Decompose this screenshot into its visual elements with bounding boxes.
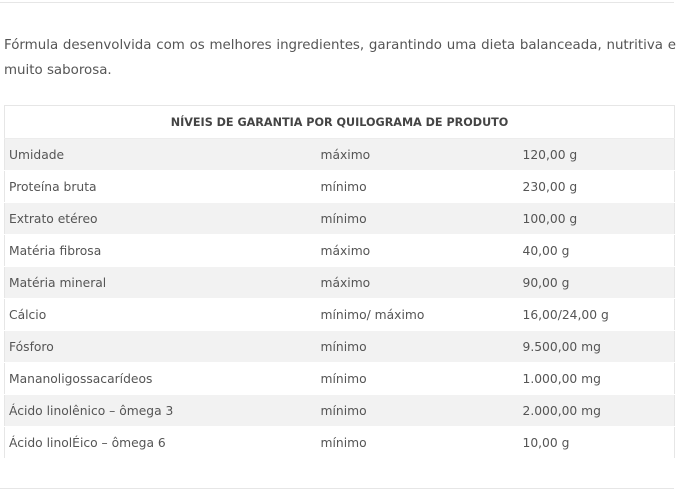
table-row xyxy=(5,427,675,459)
limit-cell: mínimo xyxy=(317,395,519,427)
top-divider xyxy=(0,2,674,3)
nutrient-cell: Ácido linolênico – ômega 3 xyxy=(5,395,317,427)
guarantee-table-container xyxy=(4,105,674,459)
limit-cell: mínimo xyxy=(317,427,519,459)
value-cell: 40,00 g xyxy=(519,235,675,267)
table-header-row xyxy=(5,106,675,139)
table-row xyxy=(5,171,675,203)
value-cell: 100,00 g xyxy=(519,203,675,235)
table-row xyxy=(5,235,675,267)
nutrient-cell: Proteína bruta xyxy=(5,171,317,203)
limit-cell: máximo xyxy=(317,139,519,171)
value-cell: 230,00 g xyxy=(519,171,675,203)
nutrient-cell: Ácido linolÉico – ômega 6 xyxy=(5,427,317,459)
limit-cell: máximo xyxy=(317,267,519,299)
limit-cell: máximo xyxy=(317,235,519,267)
limit-cell: mínimo/ máximo xyxy=(317,299,519,331)
bottom-divider xyxy=(0,488,674,489)
value-cell: 1.000,00 mg xyxy=(519,363,675,395)
nutrient-cell: Mananoligossacarídeos xyxy=(5,363,317,395)
value-cell: 16,00/24,00 g xyxy=(519,299,675,331)
table-row xyxy=(5,267,675,299)
nutrient-cell: Extrato etéreo xyxy=(5,203,317,235)
nutrient-cell: Matéria fibrosa xyxy=(5,235,317,267)
limit-cell: mínimo xyxy=(317,203,519,235)
nutrient-cell: Matéria mineral xyxy=(5,267,317,299)
table-row xyxy=(5,139,675,171)
value-cell: 90,00 g xyxy=(519,267,675,299)
value-cell: 10,00 g xyxy=(519,427,675,459)
value-cell: 120,00 g xyxy=(519,139,675,171)
limit-cell: mínimo xyxy=(317,171,519,203)
limit-cell: mínimo xyxy=(317,363,519,395)
table-row xyxy=(5,299,675,331)
value-cell: 2.000,00 mg xyxy=(519,395,675,427)
guarantee-levels-table xyxy=(4,105,675,459)
table-row xyxy=(5,203,675,235)
table-row xyxy=(5,363,675,395)
table-row xyxy=(5,395,675,427)
limit-cell: mínimo xyxy=(317,331,519,363)
value-cell: 9.500,00 mg xyxy=(519,331,675,363)
product-description: Fórmula desenvolvida com os melhores ingredientes, garantindo uma dieta balanceada, nutritiva e muito saborosa. xyxy=(4,38,676,78)
nutrient-cell: Cálcio xyxy=(5,299,317,331)
table-row xyxy=(5,331,675,363)
table-title: NÍVEIS DE GARANTIA POR QUILOGRAMA DE PRODUTO xyxy=(5,106,675,139)
nutrient-cell: Umidade xyxy=(5,139,317,171)
nutrient-cell: Fósforo xyxy=(5,331,317,363)
